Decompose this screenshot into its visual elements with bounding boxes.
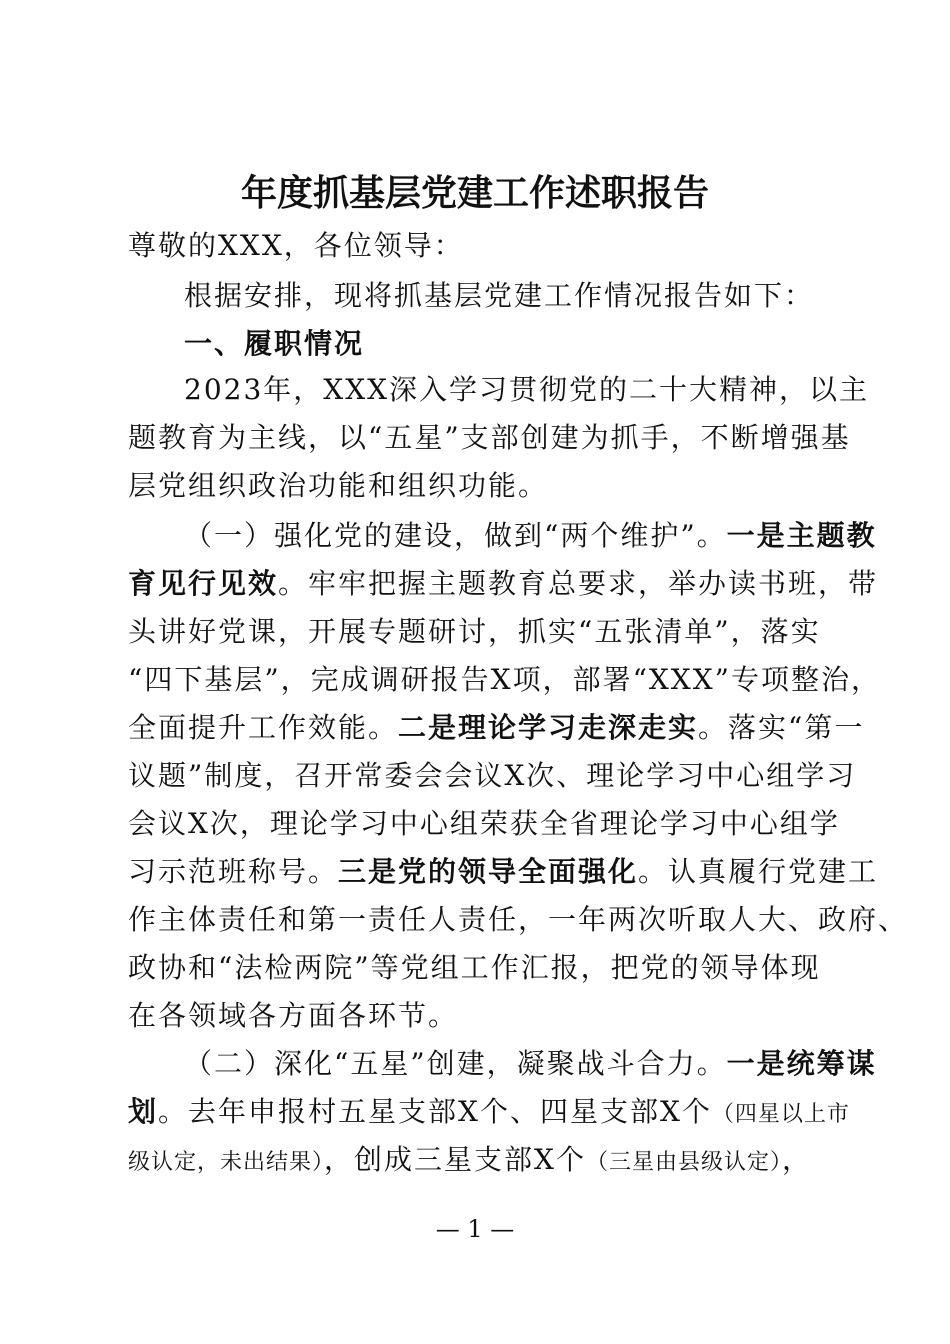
paragraph-line: 育见行见效。牢牢把握主题教育总要求，举办读书班，带	[128, 567, 879, 600]
paragraph-line: 作主体责任和第一责任人责任，一年两次听取人大、政府、	[128, 903, 909, 936]
paragraph-line	[184, 514, 877, 558]
key-point: 三是党的领导全面强化	[338, 855, 639, 888]
subsection-heading: （一）强化党的建设，做到“两个维护”。	[184, 519, 727, 552]
intro-paragraph: 根据安排，现将抓基层党建工作情况报告如下：	[184, 279, 815, 312]
key-point: 育见行见效	[128, 567, 279, 600]
section-heading: 一、履职情况	[184, 327, 365, 360]
key-point: 一是统筹谋	[726, 1047, 877, 1080]
paragraph-line: 在各领域各方面各环节。	[128, 999, 459, 1032]
paragraph-line: 全面提升工作效能。二是理论学习走深走实。落实“第一	[128, 711, 865, 744]
page-number: — 1 —	[435, 1215, 515, 1243]
paragraph-line	[184, 1042, 877, 1086]
annotation: （三星由县级认定）	[585, 1150, 782, 1175]
paragraph-line: 级认定，未出结果），创成三星支部X个（三星由县级认定），	[128, 1143, 812, 1176]
paragraph-line: 题教育为主线，以“五星”支部创建为抓手，不断增强基	[128, 421, 851, 454]
key-point: 一是主题教	[726, 519, 877, 552]
paragraph-line: 会议X次，理论学习中心组荣获全省理论学习中心组学	[128, 807, 840, 840]
paragraph-line: 2023年，XXX深入学习贯彻党的二十大精神，以主	[184, 373, 870, 406]
paragraph-line: 头讲好党课，开展专题研讨，抓实“五张清单”，落实	[128, 615, 821, 648]
salutation: 尊敬的XXX，各位领导：	[128, 229, 464, 262]
annotation: （四星以上市	[711, 1102, 850, 1127]
paragraph-line: 议题”制度，召开常委会会议X次、理论学习中心组学习	[128, 759, 857, 792]
document-title: 年度抓基层党建工作述职报告	[240, 172, 709, 214]
paragraph-line: “四下基层”，完成调研报告X项，部署“XXX”专项整治，	[128, 663, 881, 696]
key-point: 划	[128, 1095, 159, 1128]
paragraph-line: 习示范班称号。三是党的领导全面强化。认真履行党建工	[128, 855, 879, 888]
paragraph-line: 划。去年申报村五星支部X个、四星支部X个（四星以上市	[128, 1095, 850, 1128]
annotation: 级认定，未出结果）	[128, 1150, 325, 1175]
paragraph-line: 政协和“法检两院”等党组工作汇报，把党的领导体现	[128, 951, 821, 984]
subsection-heading: （二）深化“五星”创建，凝聚战斗合力。	[184, 1047, 727, 1080]
paragraph-line: 层党组织政治功能和组织功能。	[128, 469, 549, 502]
key-point: 二是理论学习走深走实	[398, 711, 699, 744]
